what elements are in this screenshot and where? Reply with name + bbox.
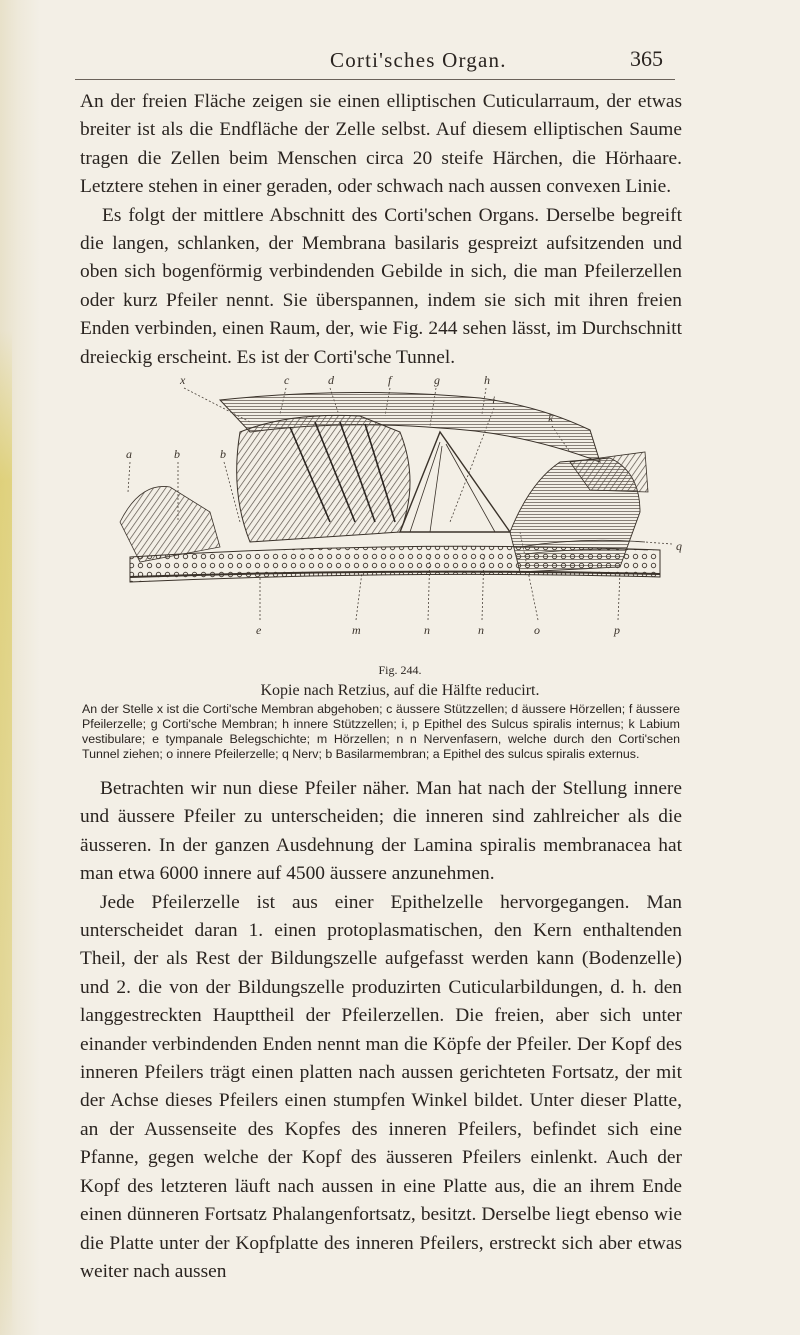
paragraph: Jede Pfeilerzelle ist aus einer Epithelzelle hervorgegangen. Man unterscheidet daran 1. einen protoplasmatischen, den Kern enthaltenden Theil, der als Rest der Bildungszelle aufgefasst werden kann (Bodenzelle) und 2. die von der Bildungszelle produzirten Cuticularbildungen, d. h. den langgestreckten Haupttheil der Pfeilerzellen. Die freien, aber sich unter einander verbindenden Enden nennt man die Köpfe der Pfeiler. Der Kopf des inneren Pfeilers trägt einen platten nach aussen gerichteten Fortsatz, der mit der Achse dieses Pfeilers einen stumpfen Winkel bildet. Unter dieser Platte, an der Aussenseite des Kopfes des inneren Pfeilers, befindet sich eine Pfanne, gegen welche der Kopf des äusseren Pfeilers einlenkt. Auch der Kopf des letzteren läuft nach aussen in eine Platte aus, die an ihrem Ende einen dünneren Fortsatz Phalangenfortsatz, besitzt. Derselbe liegt ebenso wie die Platte unter der Kopfplatte des inneren Pfeilers, erstreckt sich aber etwas weiter nach aussen bbox=[80, 891, 682, 1282]
fig-label-f: f bbox=[388, 373, 392, 387]
text-block-top bbox=[80, 88, 682, 372]
figure-legend: An der Stelle x ist die Corti'sche Membran abgehoben; c äussere Stützzellen; d äussere Hörzellen; f äussere Pfeilerzelle; g Corti'sche Membran; h innere Stützzellen; i, p Epithel des Sulcus spiralis internus; k Labium vestibulare; e tympanale Belegschichte; m Hörzellen; n n Nervenfasern, welche durch den Corti'schen Tunnel ziehen; o innere Pfeilerzelle; q Nerv; b Basilarmembran; a Epithel des sulcus spiralis externus. bbox=[82, 702, 680, 761]
fig-label-g: g bbox=[434, 373, 440, 387]
fig-label-a: a bbox=[126, 447, 132, 461]
basilar-membrane bbox=[130, 546, 660, 582]
running-head: Corti'sches Organ. bbox=[330, 48, 507, 72]
pillar-cells bbox=[410, 442, 495, 532]
text-block-bottom bbox=[80, 775, 682, 1286]
paragraph: Betrachten wir nun diese Pfeiler näher. Man hat nach der Stellung innere und äussere Pfeiler zu unterscheiden; die inneren sind zahlreicher als die äusseren. In der ganzen Ausdehnung der Lamina spiralis membranacea hat man etwa 6000 innere auf 4500 äussere anzunehmen. bbox=[80, 778, 682, 885]
fig-label-h: h bbox=[484, 373, 490, 387]
paragraph: Es folgt der mittlere Abschnitt des Corti'schen Organs. Derselbe begreift die langen, schlanken, der Membrana basilaris gespreizt aufsitzenden und oben sich bogenförmig verbindenden Gebilde in sich, die man Pfeilerzellen oder kurz Pfeiler nennt. Sie überspannen, indem sie sich mit ihren freien Enden verbinden, einen Raum, der, wie Fig. 244 sehen lässt, im Durchschnitt dreieckig erscheint. Es ist der Corti'sche Tunnel. bbox=[80, 204, 682, 368]
paragraph: An der freien Fläche zeigen sie einen elliptischen Cuticularraum, der etwas breiter ist als die Endfläche der Zelle selbst. Auf diesem elliptischen Saume tragen die Zellen beim Menschen circa 20 steife Härchen, die Hörhaare. Letztere stehen in einer geraden, oder schwach nach aussen convexen Linie. bbox=[80, 91, 682, 198]
fig-label-q: q bbox=[676, 539, 682, 553]
fig-label-c: c bbox=[284, 373, 290, 387]
page-number: 365 bbox=[630, 46, 663, 71]
figure-subcaption: Kopie nach Retzius, auf die Hälfte reducirt. bbox=[260, 682, 540, 699]
header-rule bbox=[75, 79, 675, 80]
fig-label-n: n bbox=[478, 623, 484, 637]
fig-label-d: d bbox=[328, 373, 334, 387]
corti-organ-illustration bbox=[100, 372, 700, 662]
fig-label-b: b bbox=[174, 447, 180, 461]
outer-epithelium bbox=[120, 486, 220, 562]
figure-244 bbox=[100, 372, 700, 662]
fig-label-p: p bbox=[614, 623, 620, 637]
fig-label-n: n bbox=[424, 623, 430, 637]
page-edge-tint bbox=[0, 330, 12, 1335]
fig-label-x: x bbox=[180, 373, 186, 387]
fig-label-b: b bbox=[220, 447, 226, 461]
fig-label-m: m bbox=[352, 623, 361, 637]
corti-tunnel bbox=[400, 432, 510, 532]
fig-label-o: o bbox=[534, 623, 540, 637]
fig-label-e: e bbox=[256, 623, 262, 637]
hair-cell-region bbox=[237, 415, 410, 542]
figure-caption: Fig. 244. bbox=[378, 663, 422, 677]
